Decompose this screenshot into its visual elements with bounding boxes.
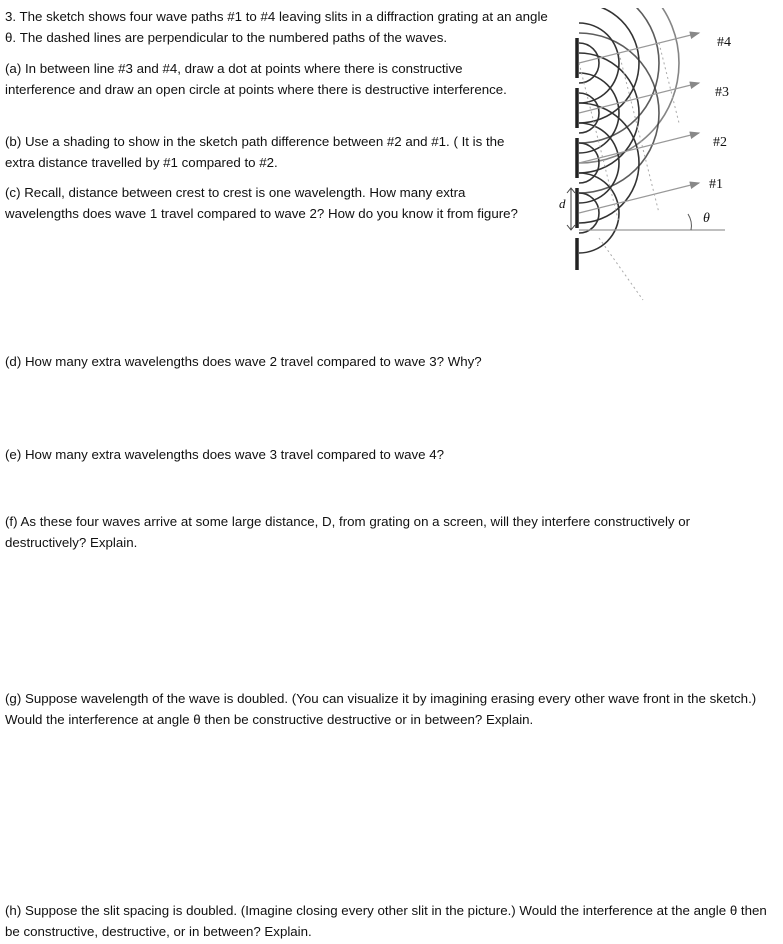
angle-arc xyxy=(688,214,691,230)
spacing-indicator xyxy=(567,188,575,230)
question-c: (c) Recall, distance between crest to crest is one wavelength. How many extra wavelengths does wave 1 travel compared to wave 2? How do you know it from figure? xyxy=(5,185,518,221)
spacing-label: d xyxy=(559,196,566,211)
path-label-1: #1 xyxy=(709,177,723,192)
question-e: (e) How many extra wavelengths does wave 3 travel compared to wave 4? xyxy=(5,447,445,462)
diffraction-grating-figure xyxy=(553,8,783,308)
path-label-3: #3 xyxy=(715,85,729,100)
question-b: (b) Use a shading to show in the sketch path difference between #2 and #1. ( It is the extra distance travelled by #1 compared to #2. xyxy=(5,134,505,170)
angle-label: θ xyxy=(703,211,710,226)
question-g: (g) Suppose wavelength of the wave is doubled. (You can visualize it by imagining erasing every other wave front in the sketch.) Would the interference at angle θ then be constructive destructive or in between? Explain. xyxy=(5,691,757,727)
problem-intro: 3. The sketch shows four wave paths #1 to #4 leaving slits in a diffraction grating at an angle θ. The dashed lines are perpendicular to the numbered paths of the waves. xyxy=(5,9,548,45)
question-h: (h) Suppose the slit spacing is doubled. (Imagine closing every other slit in the picture.) Would the interference at the angle θ then be constructive, destructive, or in between? Explain. xyxy=(5,903,767,939)
path-label-4: #4 xyxy=(717,35,731,50)
question-a: (a) In between line #3 and #4, draw a dot at points where there is constructive interference and draw an open circle at points where there is destructive interference. xyxy=(5,61,507,97)
question-d: (d) How many extra wavelengths does wave 2 travel compared to wave 3? Why? xyxy=(5,354,482,369)
question-f: (f) As these four waves arrive at some large distance, D, from grating on a screen, will they interfere constructively or destructively? Explain. xyxy=(5,514,691,550)
wave-fronts xyxy=(579,8,679,253)
path-label-2: #2 xyxy=(713,135,727,150)
